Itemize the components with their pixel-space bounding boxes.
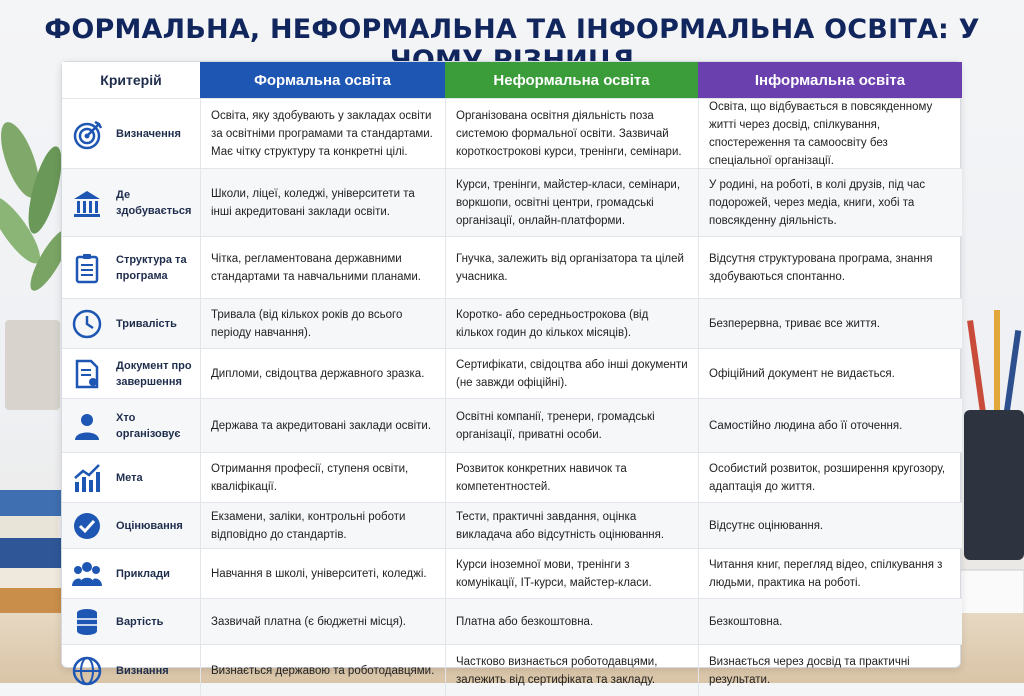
table-row xyxy=(62,598,962,644)
formal-cell xyxy=(200,453,445,502)
informal-text: Самостійно людина або її оточення. xyxy=(709,419,903,432)
informal-text: Відсутня структурована програма, знання здобуваються спонтанно. xyxy=(709,252,933,283)
formal-text: Тривала (від кількох років до всього періоду навчання). xyxy=(211,308,403,339)
header-formal: Формальна освіта xyxy=(200,62,445,98)
formal-cell xyxy=(200,399,445,452)
institution-icon xyxy=(70,186,104,220)
nonformal-cell xyxy=(445,349,698,398)
informal-cell xyxy=(698,645,962,696)
criterion-label: Структура та програма xyxy=(116,253,187,282)
nonformal-cell xyxy=(445,645,698,696)
criterion-label: Приклади xyxy=(116,567,170,580)
header-criterion: Критерій xyxy=(62,62,200,98)
formal-text: Отримання професії, ступеня освіти, кваліфікації. xyxy=(211,462,409,493)
nonformal-text: Організована освітня діяльність поза системою формальної освіти. Зазвичай короткострокові курси, тренінги, семінари. xyxy=(456,109,682,158)
informal-cell xyxy=(698,549,962,598)
coins-icon xyxy=(70,605,104,639)
nonformal-cell xyxy=(445,99,698,168)
nonformal-text: Розвиток конкретних навичок та компетентностей. xyxy=(456,462,627,493)
formal-cell xyxy=(200,503,445,548)
criterion-label: Оцінювання xyxy=(116,519,183,532)
nonformal-text: Освітні компанії, тренери, громадські організації, приватні особи. xyxy=(456,410,655,441)
criterion-cell xyxy=(62,549,200,598)
certificate-icon xyxy=(70,357,104,391)
criterion-cell xyxy=(62,645,200,696)
target-icon xyxy=(70,117,104,151)
nonformal-text: Платна або безкоштовна. xyxy=(456,615,594,628)
nonformal-cell xyxy=(445,299,698,348)
table-row xyxy=(62,548,962,598)
criterion-cell xyxy=(62,237,200,298)
plant-decoration xyxy=(0,120,70,420)
header-informal: Інформальна освіта xyxy=(698,62,962,98)
formal-cell xyxy=(200,299,445,348)
criterion-cell xyxy=(62,299,200,348)
criterion-cell xyxy=(62,503,200,548)
table-row xyxy=(62,502,962,548)
formal-text: Екзамени, заліки, контрольні роботи відповідно до стандартів. xyxy=(211,510,406,541)
informal-cell xyxy=(698,453,962,502)
criterion-cell xyxy=(62,349,200,398)
globe-icon xyxy=(70,654,104,688)
table-row xyxy=(62,168,962,236)
nonformal-text: Гнучка, залежить від організатора та цілей учасника. xyxy=(456,252,684,283)
formal-cell xyxy=(200,645,445,696)
informal-text: У родині, на роботі, в колі друзів, під час подорожей, через медіа, книги, хобі та повсякденну діяльність. xyxy=(709,178,926,227)
pen-holder-decoration xyxy=(954,300,1024,580)
criterion-label: Хто організовує xyxy=(116,411,181,440)
nonformal-cell xyxy=(445,549,698,598)
informal-text: Освіта, що відбувається в повсякденному житті через досвід, спілкування, спостереження та самоосвіту без спеціальної організації. xyxy=(709,100,933,167)
criterion-label: Вартість xyxy=(116,615,164,628)
informal-text: Відсутнє оцінювання. xyxy=(709,519,824,532)
criterion-cell xyxy=(62,453,200,502)
table-row xyxy=(62,298,962,348)
nonformal-cell xyxy=(445,399,698,452)
nonformal-cell xyxy=(445,169,698,236)
informal-cell xyxy=(698,349,962,398)
growth-chart-icon xyxy=(70,461,104,495)
informal-cell xyxy=(698,169,962,236)
formal-cell xyxy=(200,549,445,598)
nonformal-cell xyxy=(445,599,698,644)
header-nonformal: Неформальна освіта xyxy=(445,62,698,98)
table-row xyxy=(62,452,962,502)
nonformal-text: Курси, тренінги, майстер-класи, семінари, воркшопи, освітні центри, громадські організації, онлайн-платформи. xyxy=(456,178,681,227)
group-icon xyxy=(70,557,104,591)
criterion-label: Мета xyxy=(116,471,143,484)
formal-cell xyxy=(200,599,445,644)
table-row xyxy=(62,98,962,168)
informal-text: Безкоштовна. xyxy=(709,615,783,628)
nonformal-text: Тести, практичні завдання, оцінка викладача або відсутність оцінювання. xyxy=(456,510,665,541)
informal-cell xyxy=(698,503,962,548)
criterion-cell xyxy=(62,399,200,452)
informal-cell xyxy=(698,237,962,298)
criterion-label: Визначення xyxy=(116,127,181,140)
formal-cell xyxy=(200,349,445,398)
check-circle-icon xyxy=(70,509,104,543)
comparison-table xyxy=(61,61,961,686)
formal-cell xyxy=(200,169,445,236)
formal-text: Держава та акредитовані заклади освіти. xyxy=(211,419,432,432)
person-icon xyxy=(70,409,104,443)
criterion-label: Документ про завершення xyxy=(116,359,192,388)
formal-text: Визнається державою та роботодавцями. xyxy=(211,664,435,677)
nonformal-text: Коротко- або середньострокова (від кількох годин до кількох місяців). xyxy=(456,308,649,339)
formal-text: Школи, ліцеї, коледжі, університети та інші акредитовані заклади освіти. xyxy=(211,187,415,218)
nonformal-text: Сертифікати, свідоцтва або інші документи (не завжди офіційні). xyxy=(456,358,688,389)
clipboard-list-icon xyxy=(70,251,104,285)
informal-text: Безперервна, триває все життя. xyxy=(709,317,880,330)
informal-cell xyxy=(698,599,962,644)
informal-cell xyxy=(698,399,962,452)
table-row xyxy=(62,348,962,398)
nonformal-cell xyxy=(445,453,698,502)
formal-cell xyxy=(200,99,445,168)
informal-text: Офіційний документ не видається. xyxy=(709,367,895,380)
informal-cell xyxy=(698,299,962,348)
criterion-label: Тривалість xyxy=(116,317,177,330)
nonformal-cell xyxy=(445,237,698,298)
nonformal-cell xyxy=(445,503,698,548)
informal-cell xyxy=(698,99,962,168)
informal-text: Визнається через досвід та практичні результати. xyxy=(709,655,910,686)
criterion-cell xyxy=(62,99,200,168)
criterion-cell xyxy=(62,599,200,644)
table-row xyxy=(62,236,962,298)
clock-icon xyxy=(70,307,104,341)
informal-text: Особистий розвиток, розширення кругозору, адаптація до життя. xyxy=(709,462,946,493)
formal-text: Зазвичай платна (є бюджетні місця). xyxy=(211,615,407,628)
formal-cell xyxy=(200,237,445,298)
criterion-label: Де здобувається xyxy=(116,188,192,217)
table-row xyxy=(62,398,962,452)
formal-text: Навчання в школі, університеті, коледжі. xyxy=(211,567,427,580)
nonformal-text: Курси іноземної мови, тренінги з комунікації, IT-курси, майстер-класи. xyxy=(456,558,652,589)
page-title: ФОРМАЛЬНА, НЕФОРМАЛЬНА ТА ІНФОРМАЛЬНА ОСВІТА: У xyxy=(44,14,980,45)
table-row xyxy=(62,644,962,696)
formal-text: Чітка, регламентована державними стандартами та навчальними планами. xyxy=(211,252,422,283)
formal-text: Дипломи, свідоцтва державного зразка. xyxy=(211,367,425,380)
formal-text: Освіта, яку здобувають у закладах освіти за освітніми програмами та стандартами. Має чітку структуру та конкретні цілі. xyxy=(211,109,433,158)
criterion-cell xyxy=(62,169,200,236)
nonformal-text: Частково визнається роботодавцями, залежить від сертифіката та закладу. xyxy=(456,655,658,686)
informal-text: Читання книг, перегляд відео, спілкування з людьми, практика на роботі. xyxy=(709,558,943,589)
criterion-label: Визнання xyxy=(116,664,169,677)
